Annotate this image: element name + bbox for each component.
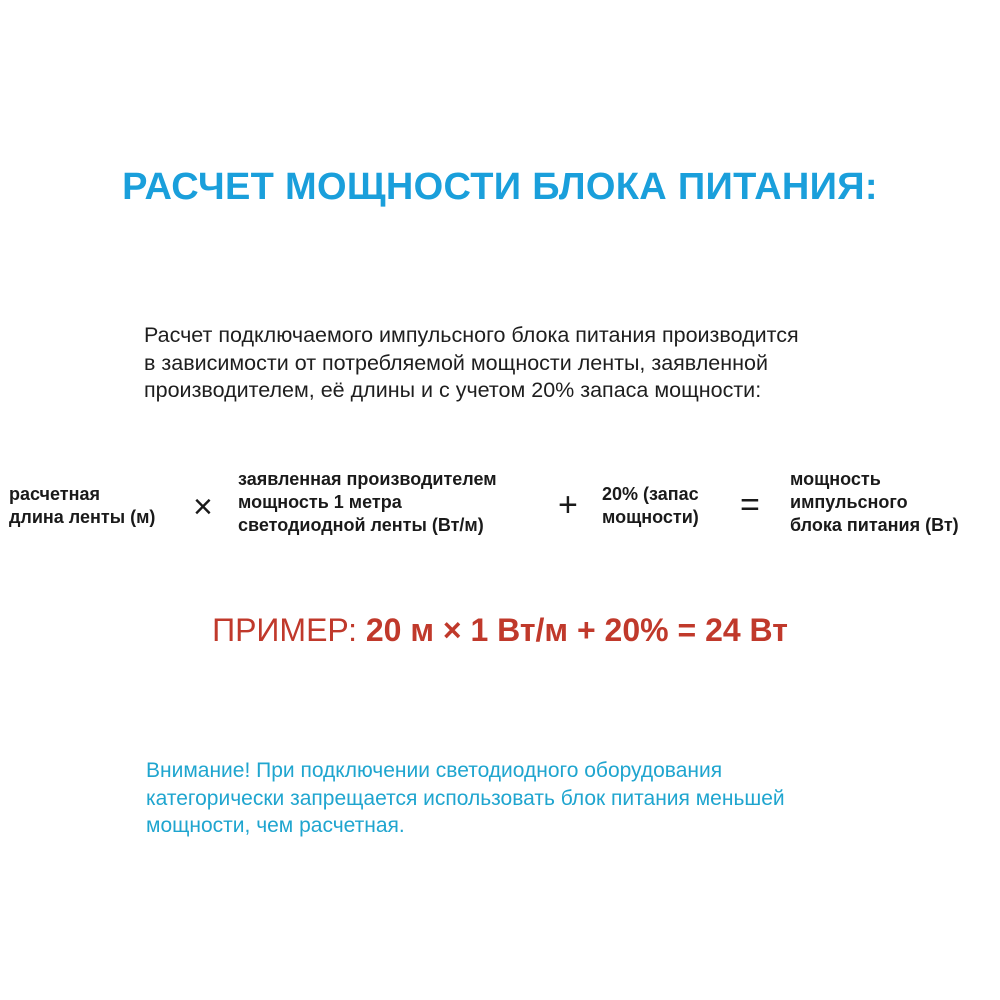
formula-term-length	[9, 483, 155, 529]
term-line: расчетная	[9, 484, 100, 504]
formula	[0, 460, 1000, 550]
term-line: длина ленты (м)	[9, 507, 156, 527]
example-label: ПРИМЕР:	[212, 612, 366, 648]
warning-line: мощности, чем расчетная.	[146, 814, 405, 837]
intro-line: в зависимости от потребляемой мощности ленты, заявленной	[144, 350, 768, 375]
term-line: блока питания (Вт)	[790, 515, 959, 535]
formula-term-power-per-meter	[238, 468, 497, 537]
page-title: РАСЧЕТ МОЩНОСТИ БЛОКА ПИТАНИЯ:	[122, 166, 878, 208]
plus-sign: +	[558, 486, 578, 524]
equals-sign: =	[740, 486, 760, 524]
intro-paragraph	[144, 322, 884, 405]
example-line	[0, 608, 1000, 652]
warning-paragraph	[146, 757, 906, 840]
example-value: 20 м × 1 Вт/м + 20% = 24 Вт	[365, 612, 788, 648]
term-line: мощности)	[602, 507, 699, 527]
multiply-sign: ×	[193, 488, 213, 526]
formula-term-result	[790, 468, 959, 537]
warning-line: категорически запрещается использовать блок питания меньшей	[146, 786, 785, 810]
term-line: мощность 1 метра	[238, 492, 402, 512]
term-line: светодиодной ленты (Вт/м)	[238, 515, 484, 535]
formula-term-reserve	[602, 483, 699, 529]
intro-line: производителем, её длины и с учетом 20% запаса мощности:	[144, 378, 762, 402]
term-line: мощность	[790, 469, 881, 489]
term-line: заявленная производителем	[238, 469, 497, 489]
warning-line: Внимание! При подключении светодиодного оборудования	[146, 759, 723, 782]
intro-line: Расчет подключаемого импульсного блока питания производится	[144, 323, 799, 347]
term-line: импульсного	[790, 492, 908, 512]
term-line: 20% (запас	[602, 484, 699, 504]
